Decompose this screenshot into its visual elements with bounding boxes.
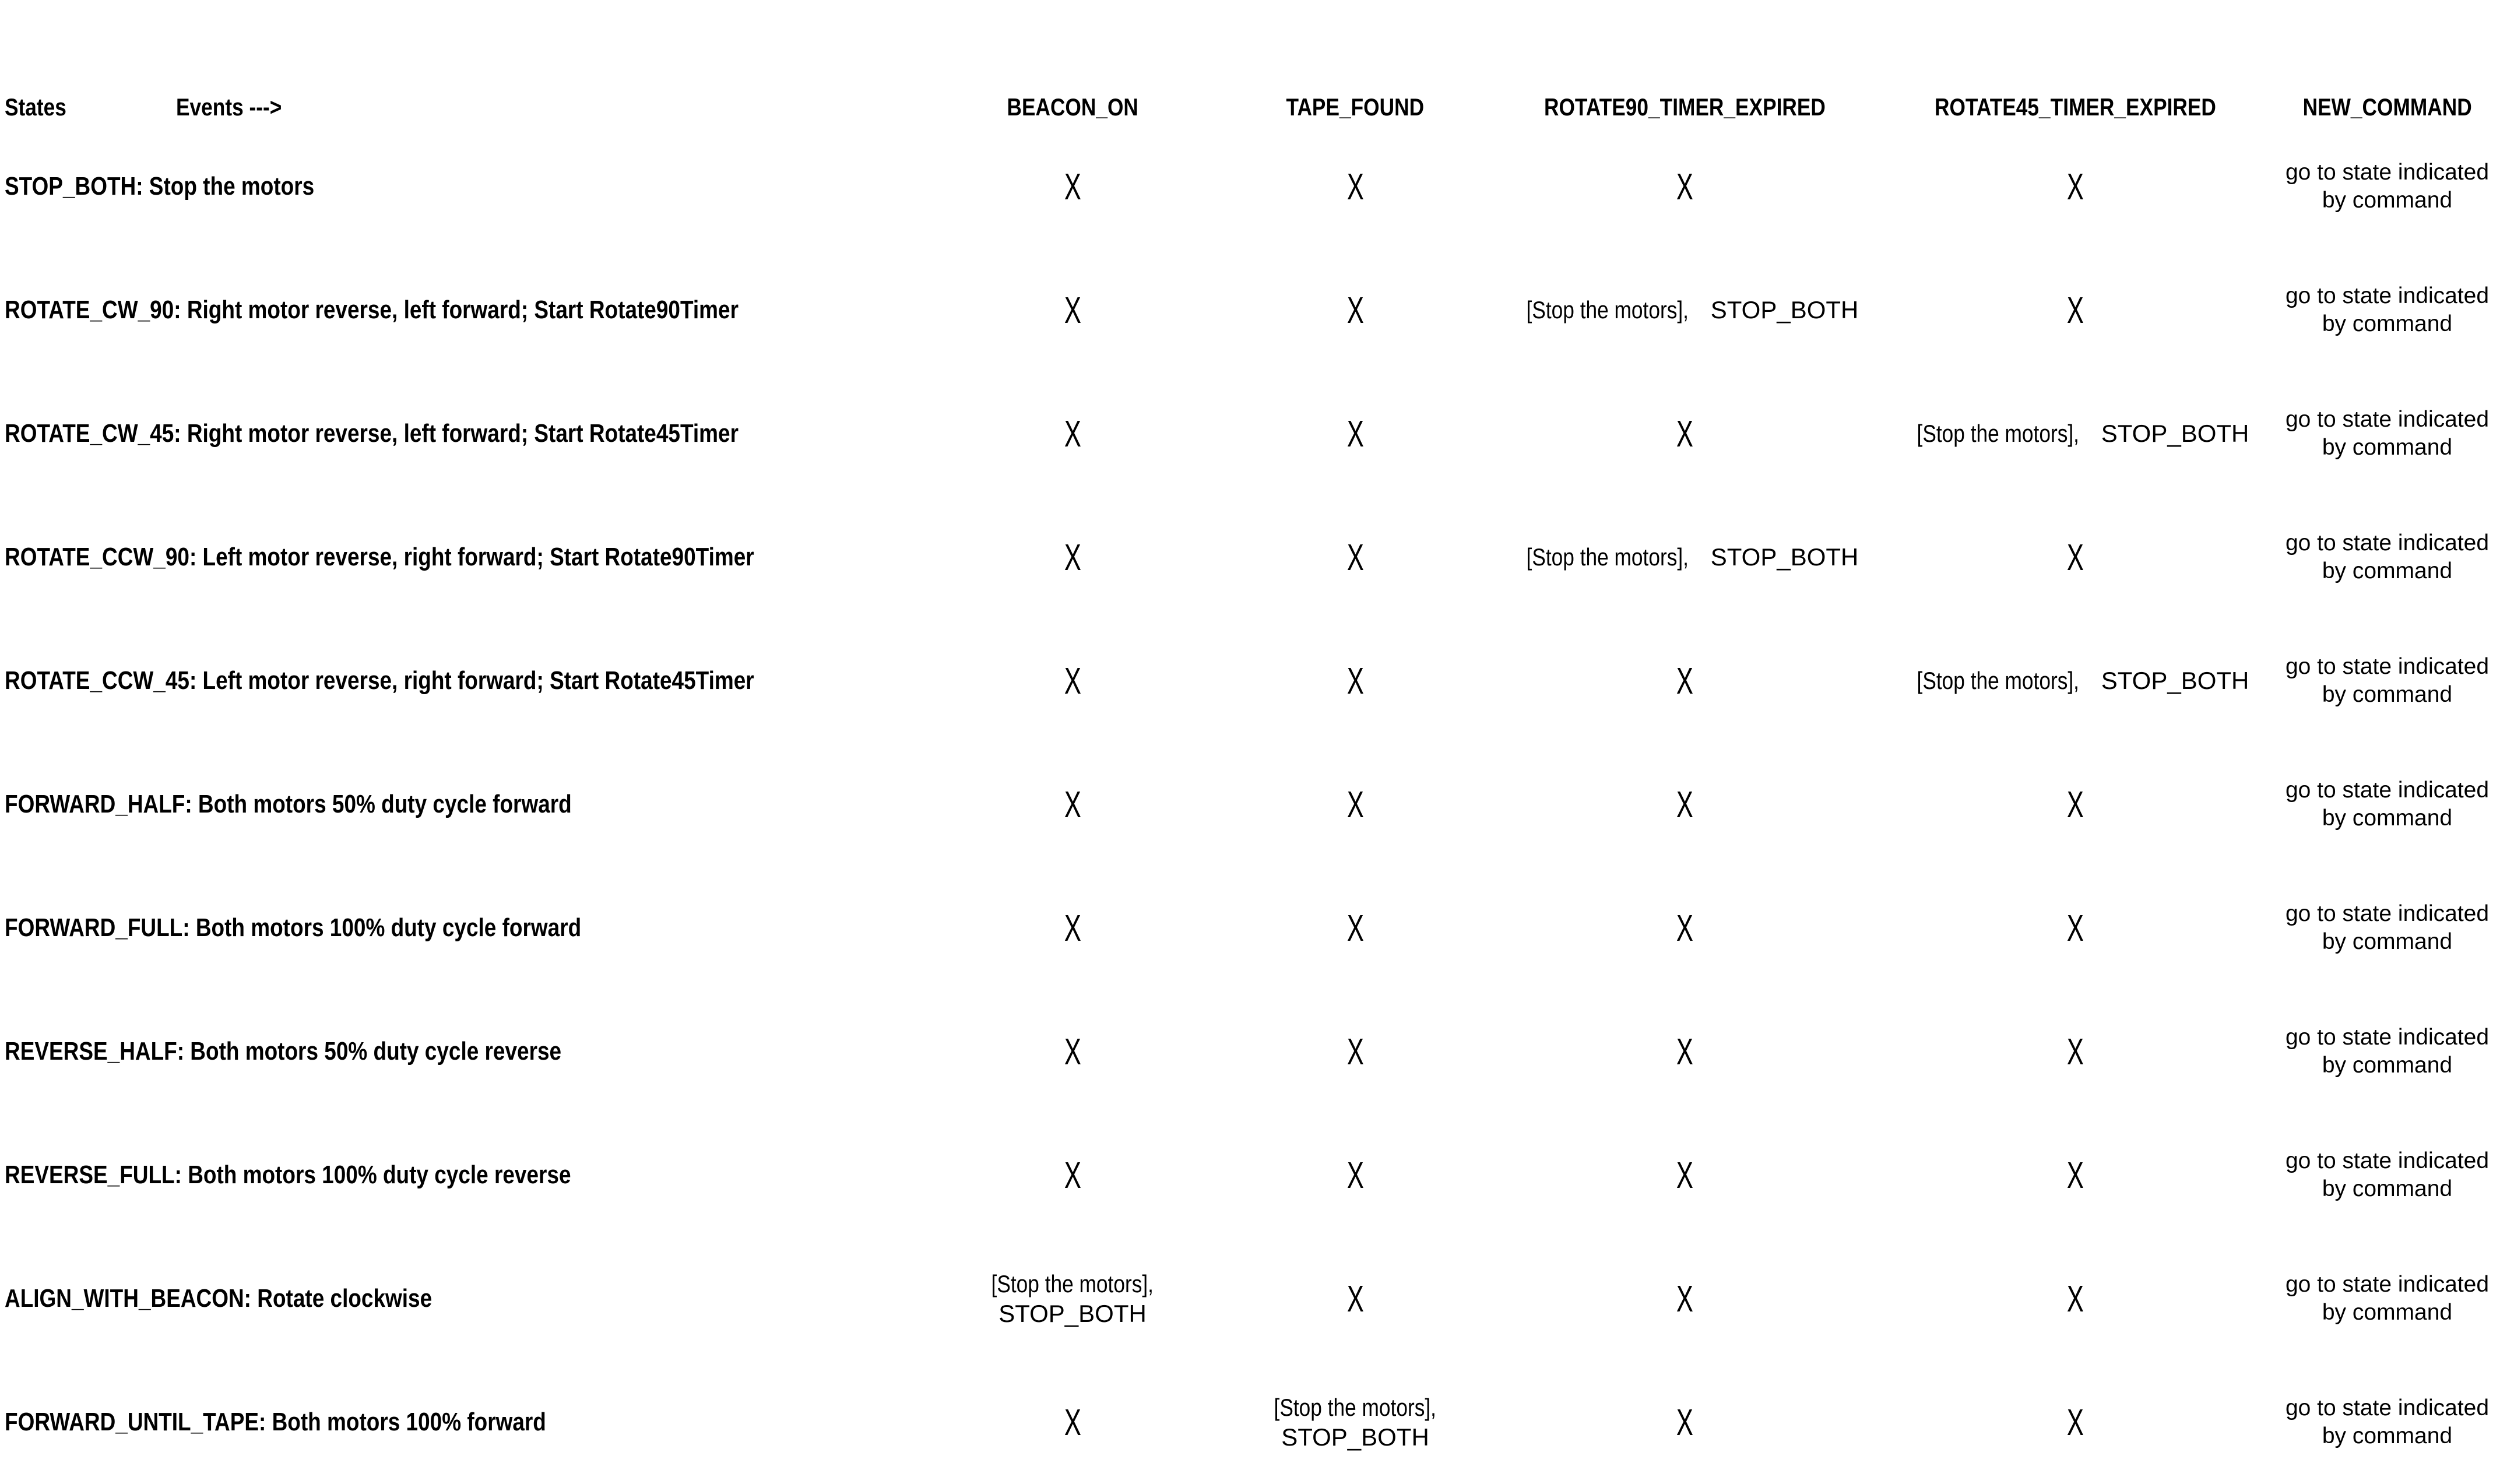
event-cell: [921, 536, 1224, 578]
new-command-cell: [2267, 653, 2507, 708]
state-label: FORWARD_UNTIL_TAPE: Both motors 100% forward: [5, 1408, 546, 1436]
no-transition-marker: X: [2066, 907, 2084, 949]
column-header-cell: [1883, 93, 2267, 125]
state-cell: [0, 666, 921, 695]
state-cell: [0, 1284, 921, 1313]
no-transition-marker: X: [2066, 1154, 2084, 1196]
new-command-text: [2286, 1024, 2489, 1079]
event-cell: [921, 909, 1224, 947]
new-command-text: [2286, 1271, 2489, 1326]
table-row: [0, 1360, 2507, 1484]
no-transition-marker: X: [2066, 166, 2084, 208]
no-transition-marker: X: [1346, 1031, 1364, 1072]
new-command-cell: [2267, 159, 2507, 214]
event-cell: [921, 660, 1224, 702]
transition-text: [976, 1269, 1169, 1328]
new-command-line: go to state indicated: [2285, 778, 2490, 803]
no-transition-marker: X: [1064, 413, 1081, 455]
transition-cell: [1883, 420, 2267, 448]
event-cell: [1486, 909, 1883, 947]
no-transition-marker: X: [1064, 907, 1081, 949]
event-cell: [1224, 909, 1486, 947]
event-cell: [921, 1401, 1224, 1443]
new-command-line: go to state indicated: [2285, 901, 2490, 927]
no-transition-marker: X: [1064, 536, 1081, 578]
new-command-line: go to state indicated: [2285, 654, 2490, 680]
event-cell: [1486, 166, 1883, 208]
column-header-tape-found: TAPE_FOUND: [1286, 93, 1425, 121]
event-cell: [1224, 660, 1486, 702]
transition-action: [Stop the motors],: [1526, 543, 1689, 571]
state-label: STOP_BOTH: Stop the motors: [5, 172, 315, 201]
event-cell: [921, 291, 1224, 329]
no-transition-marker: X: [1346, 907, 1364, 949]
new-command-line: by command: [2322, 806, 2453, 831]
new-command-text: [2286, 653, 2489, 708]
new-command-line: by command: [2322, 1176, 2453, 1201]
no-transition-marker: X: [1676, 907, 1693, 949]
table-row: [0, 743, 2507, 866]
event-cell: [1883, 1033, 2267, 1070]
table-row: [0, 495, 2507, 619]
state-label: FORWARD_HALF: Both motors 50% duty cycle forward: [5, 790, 572, 818]
new-command-line: go to state indicated: [2285, 1025, 2490, 1050]
event-cell: [1883, 783, 2267, 825]
new-command-text: [2286, 282, 2489, 337]
event-cell: [1486, 413, 1883, 455]
table-row: [0, 990, 2507, 1113]
new-command-line: go to state indicated: [2285, 530, 2490, 556]
column-header-rotate45-timer-expired: ROTATE45_TIMER_EXPIRED: [1934, 93, 2216, 121]
new-command-line: by command: [2322, 929, 2453, 954]
new-command-text: [2286, 406, 2489, 461]
new-command-line: by command: [2322, 1423, 2453, 1448]
table-row: [0, 1113, 2507, 1237]
column-header-rotate90-timer-expired: ROTATE90_TIMER_EXPIRED: [1543, 93, 1826, 121]
event-cell: [921, 1156, 1224, 1194]
table-row: [0, 619, 2507, 743]
new-command-line: by command: [2322, 435, 2453, 460]
no-transition-marker: X: [1064, 166, 1081, 208]
new-command-line: go to state indicated: [2285, 283, 2490, 309]
new-command-text: [2286, 776, 2489, 832]
new-command-line: by command: [2322, 1053, 2453, 1078]
state-label: FORWARD_FULL: Both motors 100% duty cycle forward: [5, 913, 582, 942]
new-command-line: by command: [2322, 558, 2453, 583]
event-cell: [1486, 1401, 1883, 1443]
no-transition-marker: X: [1064, 1154, 1081, 1196]
transition-cell: [921, 1269, 1224, 1328]
no-transition-marker: X: [2066, 1401, 2084, 1443]
transition-next-state: STOP_BOTH: [2101, 420, 2249, 447]
no-transition-marker: X: [1676, 1031, 1693, 1072]
corner-header-cell: [0, 93, 921, 125]
state-cell: [0, 1408, 921, 1437]
transition-next-state: STOP_BOTH: [1710, 543, 1859, 571]
state-cell: [0, 913, 921, 943]
table-row: [0, 866, 2507, 990]
event-cell: [1486, 1156, 1883, 1194]
no-transition-marker: X: [1346, 1154, 1364, 1196]
state-label: REVERSE_HALF: Both motors 50% duty cycle reverse: [5, 1037, 562, 1065]
table-row: [0, 1237, 2507, 1360]
new-command-line: go to state indicated: [2285, 1272, 2490, 1297]
no-transition-marker: X: [1064, 1401, 1081, 1443]
new-command-cell: [2267, 406, 2507, 461]
state-cell: [0, 172, 921, 201]
transition-action: [Stop the motors],: [1526, 296, 1689, 323]
no-transition-marker: X: [1064, 783, 1081, 825]
state-cell: [0, 790, 921, 819]
state-label: ALIGN_WITH_BEACON: Rotate clockwise: [5, 1284, 433, 1313]
no-transition-marker: X: [2066, 289, 2084, 331]
event-cell: [1224, 291, 1486, 329]
event-cell: [1883, 166, 2267, 208]
states-column-label: States: [5, 93, 66, 121]
transition-action: [Stop the motors],: [1274, 1393, 1437, 1421]
no-transition-marker: X: [2066, 1278, 2084, 1320]
event-cell: [1883, 536, 2267, 578]
state-cell: [0, 296, 921, 325]
table-body: [0, 125, 2507, 1484]
new-command-text: [2286, 159, 2489, 214]
no-transition-marker: X: [1346, 289, 1364, 331]
no-transition-marker: X: [1346, 660, 1364, 702]
no-transition-marker: X: [2066, 783, 2084, 825]
event-cell: [1224, 783, 1486, 825]
transition-text: [1511, 296, 1859, 324]
column-header-cell: [2267, 93, 2507, 125]
state-cell: [0, 1037, 921, 1066]
transition-cell: [1224, 1392, 1486, 1452]
column-header-cell: [1486, 93, 1883, 125]
table-row: [0, 372, 2507, 495]
new-command-cell: [2267, 776, 2507, 832]
transition-next-state: STOP_BOTH: [2101, 667, 2249, 694]
transition-text: [1901, 420, 2249, 448]
new-command-cell: [2267, 282, 2507, 337]
new-command-line: go to state indicated: [2285, 1148, 2490, 1174]
transition-next-state: STOP_BOTH: [998, 1300, 1147, 1327]
new-command-cell: [2267, 1147, 2507, 1202]
new-command-line: go to state indicated: [2285, 1395, 2490, 1421]
new-command-cell: [2267, 900, 2507, 955]
new-command-text: [2286, 1147, 2489, 1202]
no-transition-marker: X: [1064, 289, 1081, 331]
new-command-line: by command: [2322, 682, 2453, 707]
transition-cell: [1486, 296, 1883, 324]
event-cell: [1883, 909, 2267, 947]
table-header-row: [0, 58, 2507, 125]
column-header-cell: [1224, 93, 1486, 125]
transition-text: [1258, 1392, 1452, 1452]
transition-action-line: [1258, 1392, 1452, 1422]
state-label: ROTATE_CCW_90: Left motor reverse, right forward; Start Rotate90Timer: [5, 543, 754, 571]
no-transition-marker: X: [1346, 783, 1364, 825]
new-command-line: by command: [2322, 188, 2453, 213]
transition-cell: [1486, 543, 1883, 571]
transition-action-line: [976, 1269, 1169, 1299]
state-label: ROTATE_CCW_45: Left motor reverse, right forward; Start Rotate45Timer: [5, 666, 754, 695]
event-cell: [1224, 1156, 1486, 1194]
no-transition-marker: X: [1064, 660, 1081, 702]
no-transition-marker: X: [1676, 1278, 1693, 1320]
transition-cell: [1883, 667, 2267, 695]
event-cell: [1883, 1156, 2267, 1194]
new-command-text: [2286, 900, 2489, 955]
transition-next-state: STOP_BOTH: [1281, 1423, 1429, 1451]
no-transition-marker: X: [1676, 1401, 1693, 1443]
event-cell: [921, 166, 1224, 208]
event-cell: [1486, 1278, 1883, 1320]
no-transition-marker: X: [1676, 660, 1693, 702]
event-cell: [1486, 660, 1883, 702]
event-cell: [921, 783, 1224, 825]
no-transition-marker: X: [1064, 1031, 1081, 1072]
event-cell: [1224, 413, 1486, 455]
event-cell: [1224, 1033, 1486, 1070]
no-transition-marker: X: [1346, 166, 1364, 208]
new-command-cell: [2267, 1394, 2507, 1450]
event-cell: [1883, 291, 2267, 329]
events-direction-label: Events --->: [176, 93, 282, 121]
event-cell: [1224, 1278, 1486, 1320]
no-transition-marker: X: [1346, 413, 1364, 455]
table-row: [0, 125, 2507, 248]
no-transition-marker: X: [1346, 1278, 1364, 1320]
event-cell: [921, 1033, 1224, 1070]
new-command-cell: [2267, 1024, 2507, 1079]
no-transition-marker: X: [1346, 536, 1364, 578]
column-header-cell: [921, 93, 1224, 125]
event-cell: [1224, 166, 1486, 208]
transition-text: [1901, 667, 2249, 695]
new-command-cell: [2267, 529, 2507, 585]
no-transition-marker: X: [1676, 783, 1693, 825]
event-cell: [1486, 1033, 1883, 1070]
no-transition-marker: X: [2066, 1031, 2084, 1072]
no-transition-marker: X: [1676, 166, 1693, 208]
new-command-line: by command: [2322, 1300, 2453, 1325]
event-cell: [1224, 536, 1486, 578]
new-command-text: [2286, 1394, 2489, 1450]
transition-action: [Stop the motors],: [991, 1270, 1154, 1297]
state-cell: [0, 1161, 921, 1190]
event-cell: [1883, 1401, 2267, 1443]
no-transition-marker: X: [1676, 1154, 1693, 1196]
transition-action: [Stop the motors],: [1917, 667, 2079, 694]
column-header-beacon-on: BEACON_ON: [1007, 93, 1138, 121]
event-cell: [1486, 783, 1883, 825]
event-cell: [921, 413, 1224, 455]
state-cell: [0, 419, 921, 448]
new-command-line: go to state indicated: [2285, 160, 2490, 185]
state-cell: [0, 543, 921, 572]
transition-next-state: STOP_BOTH: [1710, 296, 1859, 323]
new-command-text: [2286, 529, 2489, 585]
event-cell: [1883, 1278, 2267, 1320]
state-label: REVERSE_FULL: Both motors 100% duty cycle reverse: [5, 1161, 571, 1189]
transition-text: [1511, 543, 1859, 571]
no-transition-marker: X: [1676, 413, 1693, 455]
new-command-line: go to state indicated: [2285, 407, 2490, 432]
state-label: ROTATE_CW_45: Right motor reverse, left forward; Start Rotate45Timer: [5, 419, 739, 448]
table-row: [0, 248, 2507, 372]
new-command-line: by command: [2322, 311, 2453, 336]
state-label: ROTATE_CW_90: Right motor reverse, left forward; Start Rotate90Timer: [5, 296, 739, 324]
column-header-new-command: NEW_COMMAND: [2302, 93, 2472, 121]
transition-action: [Stop the motors],: [1917, 420, 2079, 447]
no-transition-marker: X: [2066, 536, 2084, 578]
new-command-cell: [2267, 1271, 2507, 1326]
